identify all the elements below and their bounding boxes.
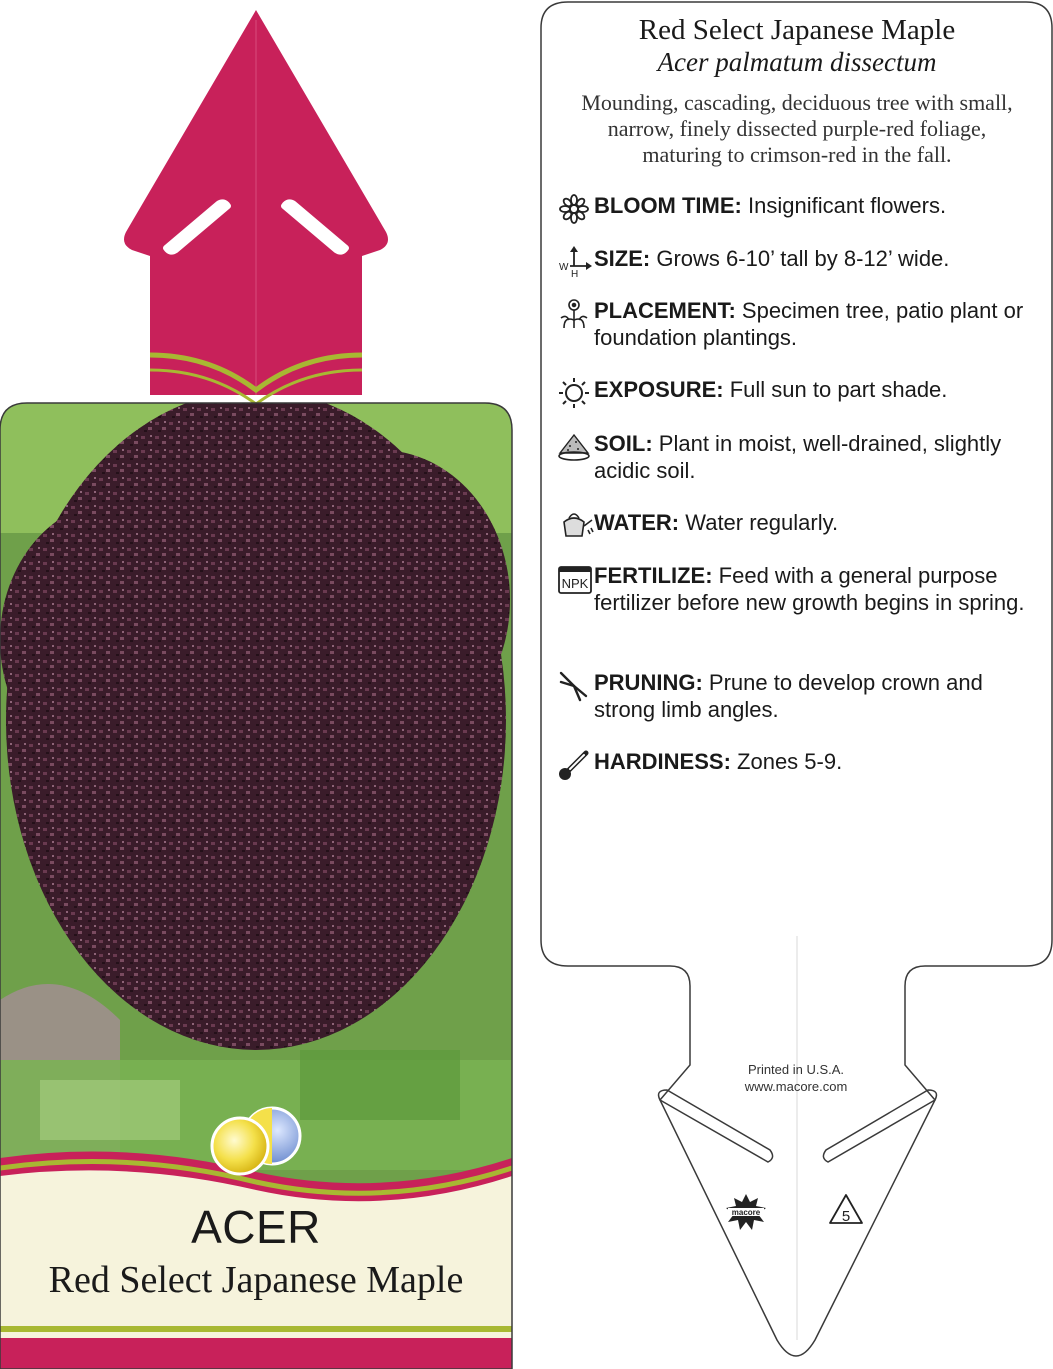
attr-label: PRUNING:: [594, 670, 703, 695]
attr-label: SIZE:: [594, 246, 651, 271]
size-w-letter: W: [559, 262, 569, 273]
macore-logo: [724, 1192, 768, 1232]
attr-value: Feed with a general purpose fertilizer before new growth begins in spring.: [594, 563, 1025, 615]
soil-pile-icon: [558, 430, 594, 464]
attr-value: Zones 5-9.: [737, 749, 843, 774]
attr-label: PLACEMENT:: [594, 298, 736, 323]
attr-label: SOIL:: [594, 431, 653, 456]
printer-info: [700, 1061, 892, 1095]
npk-bag-icon: [558, 562, 594, 596]
attr-placement: [558, 297, 1038, 351]
attr-value: Prune to develop crown and strong limb angles.: [594, 670, 983, 722]
attr-hardiness: [558, 748, 1038, 782]
recycle-number: 5: [841, 1208, 851, 1225]
attr-label: HARDINESS:: [594, 749, 731, 774]
attr-water: [558, 509, 1038, 543]
placement-plants-icon: [558, 297, 594, 331]
recycle-icon: [826, 1192, 866, 1228]
sun-icon: [558, 376, 594, 410]
attr-bloom-time: [558, 192, 1038, 226]
pruners-icon: [558, 669, 594, 703]
attr-value: Grows 6-10’ tall by 8-12’ wide.: [656, 246, 950, 271]
attr-value: Plant in moist, well-drained, slightly acidic soil.: [594, 431, 1002, 483]
attr-value: Insignificant flowers.: [748, 193, 947, 218]
attr-value: Full sun to part shade.: [729, 377, 948, 402]
attr-soil: [558, 430, 1038, 484]
back-description: Mounding, cascading, deciduous tree with small, narrow, finely dissected purple-red foliage, maturing to crimson-red in the fall.: [581, 90, 1013, 167]
attr-value: Water regularly.: [685, 510, 839, 535]
front-arrow: [124, 10, 388, 404]
back-latin-name: Acer palmatum dissectum: [657, 47, 937, 77]
attr-label: EXPOSURE:: [594, 377, 724, 402]
attr-pruning: [558, 669, 1038, 723]
attr-label: FERTILIZE:: [594, 563, 713, 588]
logo-text: macore: [731, 1208, 761, 1217]
printed-line-2: www.macore.com: [744, 1079, 848, 1094]
front-common-name: Red Select Japanese Maple: [48, 1259, 464, 1301]
attr-size: [558, 245, 1038, 279]
attr-fertilize: [558, 562, 1038, 616]
printed-line-1: Printed in U.S.A.: [747, 1062, 845, 1077]
flower-icon: [558, 192, 594, 226]
attr-exposure: [558, 376, 1038, 410]
front-genus-label: ACER: [191, 1201, 321, 1253]
npk-text: NPK: [561, 576, 589, 591]
size-h-letter: H: [571, 269, 579, 278]
attr-value: Specimen tree, patio plant or foundation plantings.: [594, 298, 1024, 350]
attr-label: WATER:: [594, 510, 680, 535]
thermometer-icon: [558, 748, 594, 782]
size-arrows-icon: [558, 245, 594, 279]
watering-can-icon: [558, 509, 594, 543]
attr-label: BLOOM TIME:: [594, 193, 742, 218]
back-title: Red Select Japanese Maple: [638, 14, 956, 46]
